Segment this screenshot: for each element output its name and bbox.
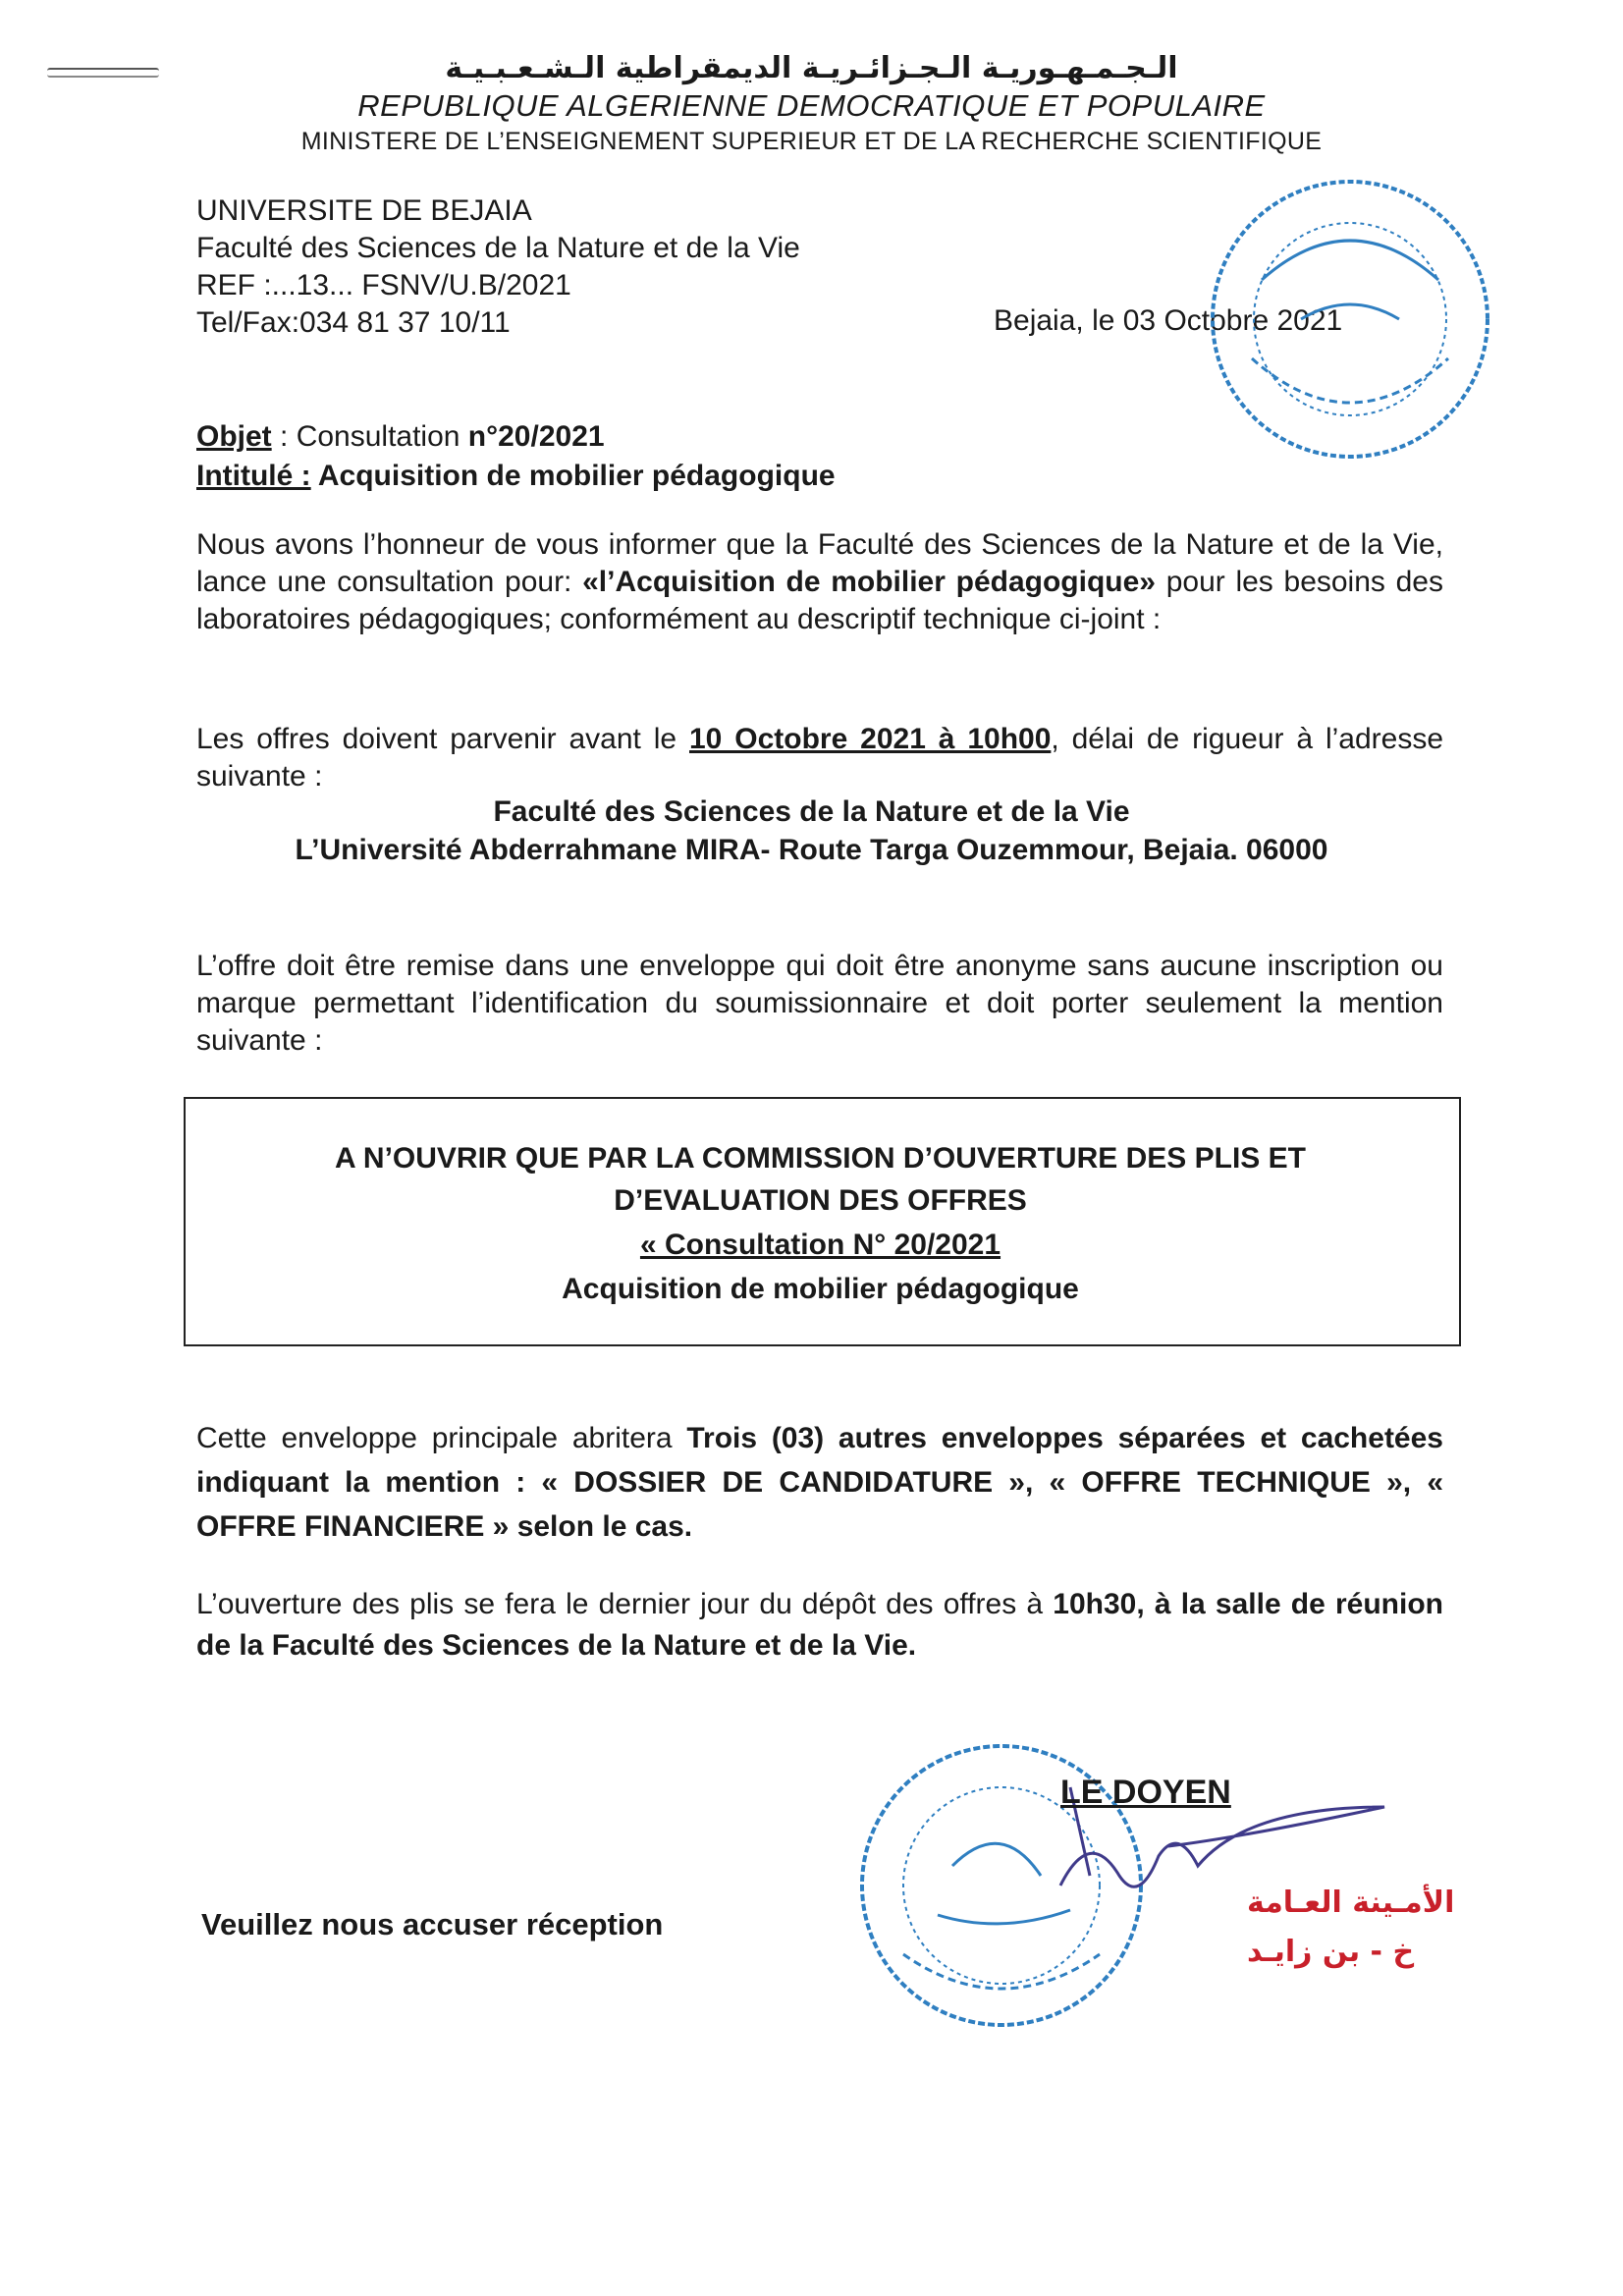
intitule-label: Intitulé : — [196, 460, 311, 492]
paragraph-intro — [196, 526, 1443, 638]
address-line-2: L’Université Abderrahmane MIRA- Route Targa Ouzemmour, Bejaia. 06000 — [295, 834, 1328, 866]
faculty-name: Faculté des Sciences de la Nature et de la Vie — [196, 232, 800, 264]
intro-text-2: pour les besoins des laboratoires pédagogiques; conformément au descriptif technique ci-joint : — [196, 566, 1443, 635]
header-ministry: MINISTERE DE L’ENSEIGNEMENT SUPERIEUR ET DE LA RECHERCHE SCIENTIFIQUE — [300, 128, 1323, 155]
official-stamp-top — [1193, 162, 1507, 476]
header-french-title: REPUBLIQUE ALGERIENNE DEMOCRATIQUE ET POPULAIRE — [357, 88, 1266, 123]
enveloppes-text: Cette enveloppe principale abritera — [196, 1422, 687, 1454]
objet-line — [196, 417, 836, 457]
objet-sep: : — [271, 420, 297, 453]
paragraph-enveloppes — [196, 1416, 1443, 1549]
deadline-text-2: , délai de rigueur à l’adresse suivante : — [196, 723, 1443, 793]
deadline-date: 10 Octobre 2021 à 10h00 — [689, 723, 1052, 755]
address-line-1: Faculté des Sciences de la Nature et de la Vie — [493, 795, 1130, 828]
document-date: Bejaia, le 03 Octobre 2021 — [994, 304, 1343, 337]
box-consultation-label: « Consultation N° 20/2021 — [639, 1229, 1001, 1261]
signatory-title: LE DOYEN — [1060, 1774, 1231, 1811]
objet-label: Objet — [196, 420, 272, 453]
university-name: UNIVERSITE DE BEJAIA — [196, 194, 532, 227]
secretary-title-ar: الأمـينة العـامة — [1247, 1886, 1455, 1920]
paragraph-envelope: L’offre doit être remise dans une enveloppe qui doit être anonyme sans aucune inscription ou marque permettant l’identification du soumissionnaire et doit porter seulement la mention suivante : — [196, 950, 1443, 1057]
paragraph-ouverture — [196, 1584, 1443, 1667]
box-line-4: Acquisition de mobilier pédagogique — [562, 1273, 1079, 1305]
ouverture-bold: 10h30, à la salle de réunion de la Faculté des Sciences de la Nature et de la Vie. — [196, 1588, 1443, 1662]
intitule-line — [196, 457, 836, 496]
objet-number: n°20/2021 — [467, 420, 605, 453]
subject-block — [196, 417, 836, 496]
reference: REF :...13... FSNV/U.B/2021 — [196, 269, 571, 301]
mention-box — [184, 1097, 1461, 1346]
deadline-text-1: Les offres doivent parvenir avant le — [196, 723, 689, 755]
secretary-name-ar: خ - بن زايـد — [1247, 1935, 1415, 1969]
enveloppes-bold: Trois (03) autres enveloppes séparées et cachetées indiquant la mention : « DOSSIER DE CANDIDATURE », « OFFRE TECHNIQUE », « OFFRE FINANCIERE » selon le cas. — [196, 1422, 1443, 1543]
ouverture-text: L’ouverture des plis se fera le dernier jour du dépôt des offres à — [196, 1588, 1054, 1620]
sender-block — [196, 192, 800, 342]
intro-text-1: Nous avons l’honneur de vous informer que la Faculté des Sciences de la Nature et de la Vie, lance une consultation pour: — [196, 528, 1443, 598]
acknowledgement-request: Veuillez nous accuser réception — [201, 1907, 664, 1941]
intro-bold: «l’Acquisition de mobilier pédagogique» — [582, 566, 1156, 598]
box-line-2: D’EVALUATION DES OFFRES — [614, 1184, 1027, 1217]
telfax: Tel/Fax:034 81 37 10/11 — [196, 306, 511, 339]
header-arabic-title: الـجـمـهـوريـة الـجـزائـريـة الديمقراطية الـشـعـبـيـة — [445, 51, 1178, 85]
paragraph-deadline — [196, 721, 1443, 795]
box-line-1: A N’OUVRIR QUE PAR LA COMMISSION D’OUVERTURE DES PLIS ET — [335, 1142, 1306, 1175]
objet-text: Consultation — [296, 420, 468, 453]
box-line-3 — [184, 1229, 1457, 1262]
intitule-text: Acquisition de mobilier pédagogique — [310, 460, 836, 492]
